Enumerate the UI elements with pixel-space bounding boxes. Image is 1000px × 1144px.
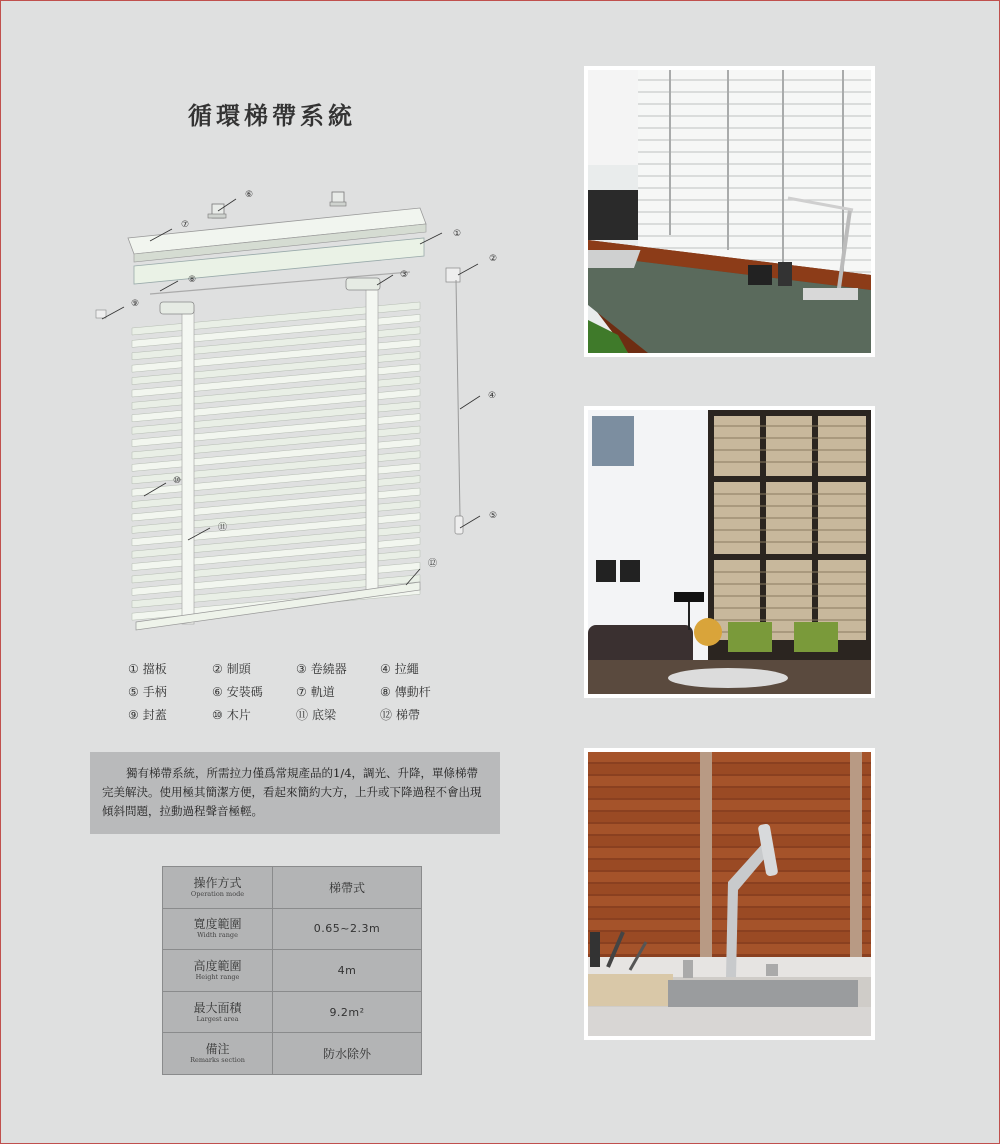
- legend-number: ⑪: [296, 708, 309, 722]
- legend-number: ⑩: [212, 707, 223, 722]
- callout-number: ⑧: [188, 275, 197, 285]
- page-title: 循環梯帶系統: [188, 101, 356, 130]
- legend-item: [212, 660, 296, 677]
- spec-value: 9.2m²: [273, 991, 422, 1033]
- callout-number: ②: [489, 254, 498, 264]
- spec-row: [163, 1033, 422, 1075]
- spec-label: 備注: [205, 1042, 230, 1057]
- spec-label-en: Operation mode: [190, 889, 245, 898]
- spec-table: [162, 866, 422, 1075]
- callout-number: ⑩: [173, 476, 182, 486]
- spec-label: 最大面積: [193, 1000, 242, 1015]
- legend-item: [128, 683, 212, 700]
- legend-label: 梯帶: [396, 708, 421, 722]
- spec-label: 高度範圍: [193, 958, 242, 973]
- photo-kitchen-sink: [584, 748, 875, 1040]
- legend-item: [212, 706, 296, 723]
- spec-label-en: Largest area: [196, 1014, 239, 1023]
- legend-item: [380, 683, 464, 700]
- legend-item: [380, 660, 464, 677]
- legend-number: ⑤: [128, 684, 139, 699]
- spec-value: 防水除外: [273, 1033, 422, 1075]
- pull-cord: [456, 280, 460, 516]
- legend-label: 制頭: [226, 662, 251, 676]
- spec-value: 4m: [273, 950, 422, 992]
- legend-number: ⑧: [380, 684, 391, 699]
- legend-number: ⑨: [128, 707, 139, 722]
- legend-label: 拉繩: [394, 662, 419, 676]
- spec-label-cell: [163, 867, 273, 909]
- legend-label: 封蓋: [142, 708, 167, 722]
- legend-item: [128, 706, 212, 723]
- spec-label-en: Width range: [197, 931, 238, 940]
- spec-label: 操作方式: [193, 875, 242, 890]
- callout-number: ③: [400, 270, 409, 280]
- head-control: [446, 268, 460, 282]
- photo-study-desk: [584, 66, 875, 357]
- spec-label-en: Remarks section: [190, 1056, 245, 1065]
- mounting-bracket: [208, 192, 346, 218]
- legend-item: [296, 706, 380, 723]
- legend-number: ⑥: [212, 684, 223, 699]
- spec-label-cell: [163, 991, 273, 1033]
- callout-number: ⑥: [245, 190, 254, 200]
- legend-number: ⑫: [380, 708, 393, 722]
- callout-number: ⑦: [181, 220, 190, 230]
- spec-label-cell: [163, 1033, 273, 1075]
- spec-value: 0.65~2.3m: [273, 908, 422, 950]
- callout-number: ⑤: [489, 511, 498, 521]
- spec-value: 梯帶式: [273, 867, 422, 909]
- legend-label: 擋板: [142, 662, 167, 676]
- spec-row: [163, 908, 422, 950]
- legend-label: 木片: [226, 708, 251, 722]
- legend-label: 軌道: [310, 685, 335, 699]
- legend-item: [296, 660, 380, 677]
- parts-legend: [128, 660, 464, 723]
- pull-handle: [455, 516, 463, 534]
- legend-label: 底梁: [312, 708, 337, 722]
- spec-row: [163, 991, 422, 1033]
- spec-label-cell: [163, 908, 273, 950]
- legend-item: [296, 683, 380, 700]
- end-cap: [96, 310, 106, 318]
- callout-number: ⑫: [428, 559, 438, 569]
- legend-label: 卷繞器: [310, 662, 347, 676]
- legend-number: ②: [212, 661, 223, 676]
- spec-row: [163, 950, 422, 992]
- callout-number: ⑨: [131, 299, 140, 309]
- spec-label: 寬度範圍: [193, 917, 242, 932]
- legend-label: 安裝碼: [226, 685, 263, 699]
- spec-label-en: Height range: [195, 972, 240, 981]
- callout-number: ⑪: [218, 523, 228, 533]
- blind-exploded-diagram: [90, 180, 510, 640]
- legend-number: ⑦: [296, 684, 307, 699]
- description-text: 獨有梯帶系統，所需拉力僅爲常規產品的1/4，調光、升降，單條梯帶完美解決。使用極其簡潔方便，看起來簡約大方，上升或下降過程不會出現傾斜問題，拉動過程聲音極輕。: [90, 752, 500, 834]
- legend-item: [128, 660, 212, 677]
- legend-number: ③: [296, 661, 307, 676]
- photo-living-room: [584, 406, 875, 698]
- legend-item: [380, 706, 464, 723]
- legend-number: ①: [128, 661, 139, 676]
- legend-label: 手柄: [142, 685, 167, 699]
- spec-label-cell: [163, 950, 273, 992]
- legend-item: [212, 683, 296, 700]
- legend-number: ④: [380, 661, 391, 676]
- callout-number: ①: [453, 229, 462, 239]
- legend-label: 傳動杆: [394, 685, 431, 699]
- spec-row: [163, 867, 422, 909]
- callout-number: ④: [488, 391, 497, 401]
